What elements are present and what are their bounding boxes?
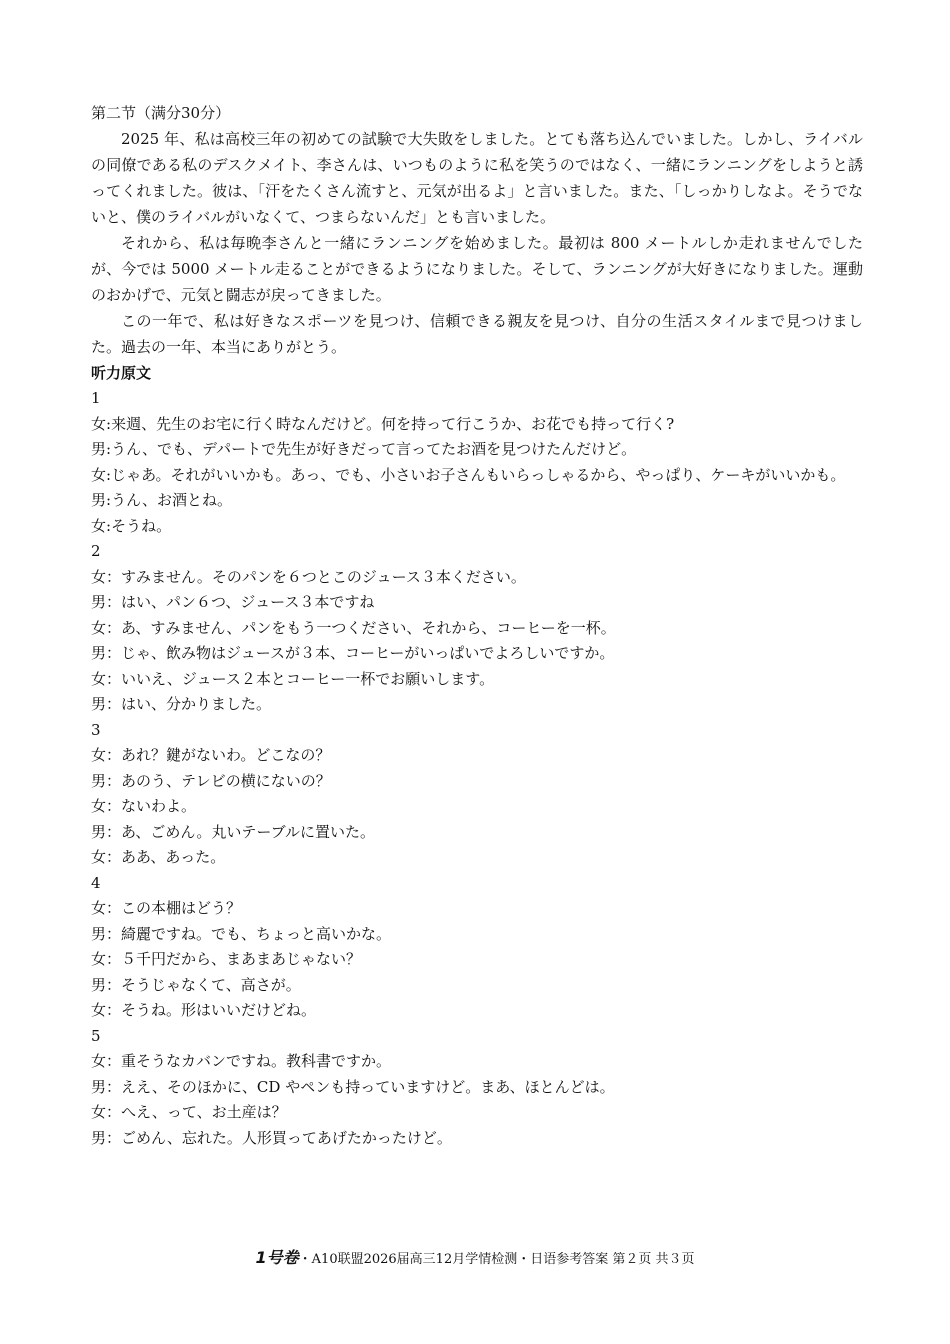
dialogue-text: はい、パン６つ、ジュース３本ですね — [121, 593, 375, 611]
section-title: 第二节（满分30分） — [91, 104, 231, 122]
dialogue-text: 来週、先生のお宅に行く時なんだけど。何を持って行こうか、お花でも持って行く? — [111, 414, 675, 433]
essay-paragraph: この一年で、私は好きなスポーツを見つけ、信頼できる親友を見つけ、自分の生活スタイルまで見つけました。過去の一年、本当にありがとう。 — [91, 312, 863, 356]
speaker-label: 女： — [91, 669, 122, 688]
dialogue-text: あ、すみません、パンをもう一つください、それから、コーヒーを一杯。 — [121, 618, 616, 637]
speaker-label: 女： — [91, 797, 122, 815]
dialogue-text: あれ？鍵がないわ。どこなの？ — [121, 746, 331, 764]
dialogue-line — [91, 412, 863, 438]
page-footer — [0, 1248, 950, 1270]
speaker-label: 男： — [91, 822, 122, 841]
essay-paragraphs — [91, 126, 863, 360]
dialogue-number: 2 — [91, 542, 101, 560]
speaker-label: 男： — [91, 644, 122, 662]
speaker-label: 男： — [91, 695, 122, 713]
dialogue-number: 4 — [91, 873, 101, 892]
dialogue-line — [91, 769, 863, 795]
dialogue-text: すみません。そのパンを６つとこのジュース３本ください。 — [121, 567, 526, 586]
dialogue-text: そうね。 — [111, 516, 172, 535]
speaker-label: 男: — [91, 440, 112, 458]
listening-dialogues — [91, 386, 863, 1151]
dialogue-text: ええ、そのほかに、CD やペンも持っていますけど。まあ、ほとんどは。 — [121, 1077, 615, 1096]
dialogue-text: いいえ、ジュース２本とコーヒー一杯でお願いします。 — [121, 669, 495, 688]
dialogue-text: ごめん、忘れた。人形買ってあげたかったけど。 — [121, 1128, 452, 1147]
dialogue-line — [91, 1075, 863, 1101]
dialogue-text: うん、でも、デパートで先生が好きだって言ってたお酒を見つけたんだけど。 — [111, 440, 637, 458]
footer-text: ・A10联盟2026届高三12月学情检测・日语参考答案 第２页 共３页 — [298, 1252, 695, 1267]
speaker-label: 男: — [91, 491, 112, 509]
speaker-label: 女： — [91, 1103, 122, 1121]
dialogue-line — [91, 743, 863, 769]
dialogue-text: ５千円だから、まあまあじゃない？ — [121, 950, 362, 968]
dialogue-text: あのう、テレビの横にないの？ — [121, 771, 331, 790]
dialogue-line — [91, 1126, 863, 1152]
speaker-label: 女： — [91, 567, 122, 586]
dialogue-line — [91, 641, 863, 667]
speaker-label: 男： — [91, 924, 122, 943]
speaker-label: 男： — [91, 1077, 122, 1096]
essay-paragraph: それから、私は毎晩李さんと一緒にランニングを始めました。最初は 800 メートルしか走れませんでしたが、今では 5000 メートル走ることができるようになりました。そして、ランニングが大好きになりました。運動のおかげで、元気と闘志が戻ってきました。 — [91, 234, 863, 304]
dialogue-text: ないわよ。 — [121, 797, 197, 815]
speaker-label: 男： — [91, 975, 122, 994]
dialogue-text: ああ、あった。 — [121, 848, 226, 866]
speaker-label: 女： — [91, 618, 122, 637]
dialogue-line — [91, 463, 863, 489]
dialogue-number: 5 — [91, 1026, 101, 1045]
dialogue-text: はい、分かりました。 — [121, 695, 272, 713]
speaker-label: 男： — [91, 1128, 122, 1147]
speaker-label: 女： — [91, 899, 122, 917]
dialogue-line — [91, 794, 863, 820]
dialogue-text: じゃあ。それがいいかも。あっ、でも、小さいお子さんもいらっしゃるから、やっぱり、ケーキがいいかも。 — [111, 465, 846, 484]
dialogue-text: あ、ごめん。丸いテーブルに置いた。 — [121, 822, 375, 841]
dialogue-text: 綺麗ですね。でも、ちょっと高いかな。 — [121, 924, 392, 943]
dialogue-text: 重そうなカバンですね。教科書ですか。 — [121, 1052, 392, 1070]
dialogue-line — [91, 973, 863, 999]
dialogue-text: じゃ、飲み物はジュースが３本、コーヒーがいっぱいでよろしいですか。 — [121, 644, 615, 662]
dialogue-line — [91, 590, 863, 616]
dialogue-text: うん、お酒とね。 — [111, 491, 232, 509]
dialogue-line — [91, 922, 863, 948]
dialogue-text: この本棚はどう？ — [121, 899, 242, 917]
dialogue-line — [91, 998, 863, 1024]
dialogue-line — [91, 1049, 863, 1075]
dialogue-text: そうじゃなくて、高さが。 — [121, 975, 301, 994]
dialogue-text: へえ、って、お土産は？ — [121, 1103, 287, 1121]
dialogue-line — [91, 616, 863, 642]
dialogue-line — [91, 667, 863, 693]
speaker-label: 女： — [91, 1001, 122, 1019]
speaker-label: 女: — [91, 414, 112, 433]
speaker-label: 男： — [91, 771, 122, 790]
essay-paragraph: 2025 年、私は高校三年の初めての試験で大失敗をしました。とても落ち込んでいました。しかし、ライバルの同僚である私のデスクメイト、李さんは、いつものように私を笑うのではなく、一緒にランニングをしようと誘ってくれました。彼は、「汗をたくさん流すと、元気が出るよ」と言いました。また、「しっかりしなよ。そうでないと、僕のライバルがいなくて、つまらないんだ」とも言いました。 — [91, 130, 863, 226]
speaker-label: 男： — [91, 593, 122, 611]
listening-title: 听力原文 — [91, 364, 152, 382]
dialogue-line — [91, 514, 863, 540]
dialogue-line — [91, 692, 863, 718]
dialogue-line — [91, 1100, 863, 1126]
dialogue-number: 1 — [91, 389, 101, 407]
dialogue-text: そうね。形はいいだけどね。 — [121, 1001, 317, 1019]
dialogue-number: 3 — [91, 720, 101, 739]
dialogue-line — [91, 845, 863, 871]
publisher-logo: 1号卷 — [255, 1248, 299, 1267]
speaker-label: 女： — [91, 950, 122, 968]
dialogue-line — [91, 437, 863, 463]
speaker-label: 女： — [91, 1052, 122, 1070]
dialogue-line — [91, 820, 863, 846]
speaker-label: 女: — [91, 516, 112, 535]
speaker-label: 女： — [91, 848, 122, 866]
dialogue-line — [91, 947, 863, 973]
dialogue-line — [91, 565, 863, 591]
speaker-label: 女： — [91, 746, 122, 764]
dialogue-line — [91, 488, 863, 514]
dialogue-line — [91, 896, 863, 922]
speaker-label: 女: — [91, 465, 112, 484]
document-page — [91, 100, 863, 1151]
